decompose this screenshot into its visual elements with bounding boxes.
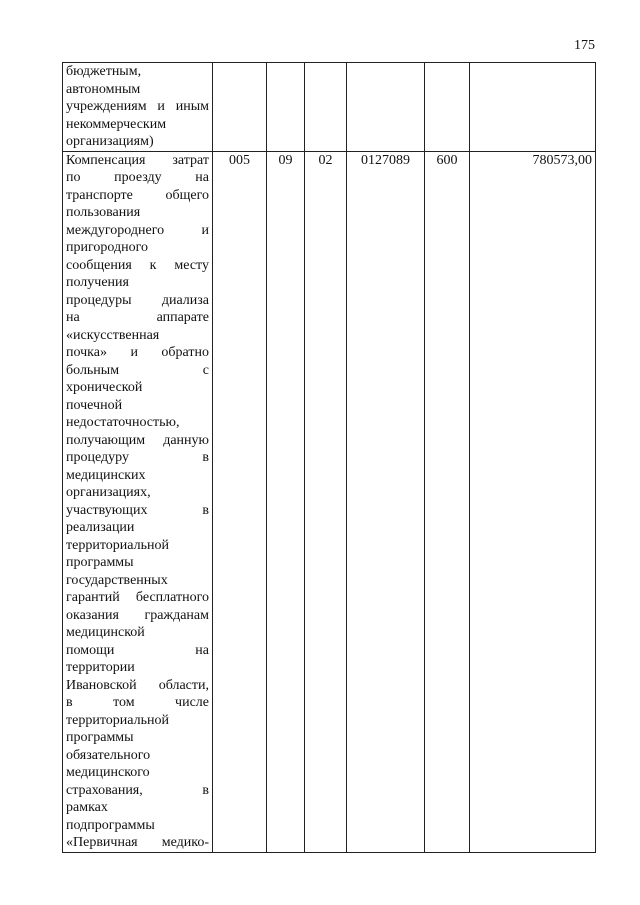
table-row (63, 151, 596, 852)
item-name-line: междугороднего и (66, 222, 209, 238)
target-article-cell: 0127089 (347, 151, 425, 852)
item-name-line: в том числе (66, 695, 209, 710)
item-name-line: медицинских (66, 467, 146, 483)
item-name-line: организациях, (66, 485, 151, 500)
budget-table (62, 62, 596, 853)
item-name-line: организациям) (66, 134, 154, 149)
item-name-line: медицинского (66, 765, 150, 780)
item-name-line: получающим данную (66, 432, 209, 448)
expense-type-cell (425, 63, 470, 152)
item-name-line: недостаточностью, (66, 415, 180, 430)
subsection-code-cell: 02 (305, 151, 347, 852)
item-name-line: по проезду на (66, 170, 209, 185)
item-name-line: транспорте общего (66, 187, 209, 203)
item-name-line: страхования, в (66, 782, 209, 798)
item-name-line: медицинской (66, 625, 145, 640)
item-name-line: помощи на (66, 642, 209, 658)
chapter-code-cell (213, 63, 267, 152)
item-name-line: территориальной (66, 712, 169, 728)
item-name-line: реализации (66, 520, 135, 535)
item-name-line: сообщения к месту (66, 257, 209, 273)
item-name-line: Компенсация затрат (66, 152, 209, 168)
item-name-cell (63, 151, 213, 852)
item-name-line: государственных (66, 572, 168, 588)
amount-cell (470, 63, 596, 152)
item-name-line: рамках (66, 800, 108, 815)
item-name-line: обязательного (66, 747, 151, 763)
amount-cell: 780573,00 (470, 151, 596, 852)
item-name-line: некоммерческим (66, 116, 167, 132)
item-name-line: процедуры диализа (66, 292, 209, 308)
budget-table-body (63, 63, 596, 853)
item-name-line: программы (66, 555, 134, 570)
item-name-line: пригородного (66, 240, 148, 255)
chapter-code-cell: 005 (213, 151, 267, 852)
subsection-code-cell (305, 63, 347, 152)
item-name-line: почечной (66, 397, 123, 413)
item-name-line: почка» и обратно (66, 345, 209, 360)
item-name-line: бюджетным, (66, 64, 142, 79)
item-name-line: пользования (66, 205, 141, 220)
item-name-line: оказания гражданам (66, 607, 209, 623)
item-name-cell (63, 63, 213, 152)
item-name-line: учреждениям и иным (66, 99, 209, 114)
item-name-line: получения (66, 275, 129, 290)
page-number: 175 (574, 38, 595, 53)
item-name-line: автономным (66, 81, 141, 97)
item-name-line: «Первичная медико- (66, 835, 209, 850)
item-name-line: участвующих в (66, 502, 209, 518)
item-name-line: больным с (66, 362, 209, 378)
item-name-line: территории (66, 660, 135, 675)
item-name-line: на аппарате (66, 310, 209, 325)
item-name-line: процедуру в (66, 450, 209, 465)
target-article-cell (347, 63, 425, 152)
item-name-line: «искусственная (66, 327, 160, 343)
section-code-cell: 09 (267, 151, 305, 852)
item-name-line: программы (66, 730, 134, 745)
item-name-line: хронической (66, 380, 143, 395)
item-name-line: гарантий бесплатного (66, 590, 209, 605)
section-code-cell (267, 63, 305, 152)
expense-type-cell: 600 (425, 151, 470, 852)
table-row (63, 63, 596, 152)
item-name-line: Ивановской области, (66, 677, 209, 693)
item-name-line: территориальной (66, 537, 169, 553)
item-name-line: подпрограммы (66, 817, 155, 833)
